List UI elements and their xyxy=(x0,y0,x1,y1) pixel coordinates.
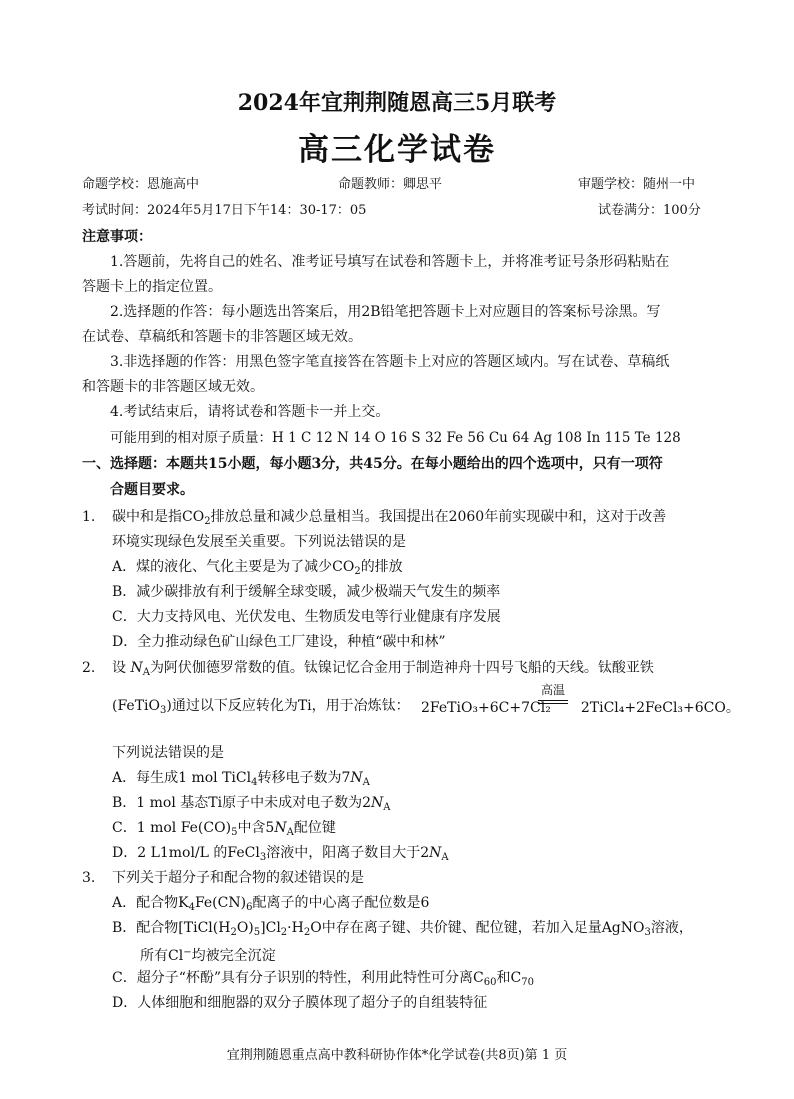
section-heading: 一、选择题：本题共15小题，每小题3分，共45分。在每小题给出的四个选项中，只有一项符 xyxy=(82,456,663,472)
reaction-equation: 2FeTiO₃+6C+7Cl₂ 2TiCl₄+2FeCl₃+6CO。 xyxy=(421,700,740,716)
proposition-school: 命题学校：恩施高中 xyxy=(82,177,200,192)
question-1-number: 1. xyxy=(82,509,96,525)
question-2-stem-cont: (FeTiO$_3$)通过以下反应转化为Ti，用于冶炼钛： xyxy=(112,698,410,716)
note-2-line-2: 在试卷、草稿纸和答题卡的非答题区域无效。 xyxy=(82,329,362,345)
question-3-option-a: A．配合物$K_4Fe(CN)_6$配离子的中心离子配位数是6 xyxy=(112,895,430,913)
note-1-line-2: 答题卡上的指定位置。 xyxy=(82,279,222,295)
note-1-line-1: 1.答题前，先将自己的姓名、准考证号填写在试卷和答题卡上，并将准考证号条形码粘贴在 xyxy=(110,254,670,270)
equation-products: 2TiCl₄+2FeCl₃+6CO xyxy=(580,700,726,716)
exam-time: 考试时间：2024年5月17日下午14：30-17：05 xyxy=(82,203,367,218)
question-2-option-a: A．每生成1 mol TiCl$_4$转移电子数为$7N_A$ xyxy=(112,770,370,788)
question-1-option-c: C．大力支持风电、光伏发电、生物质发电等行业健康有序发展 xyxy=(112,609,501,625)
note-2-line-1: 2.选择题的作答：每小题选出答案后，用2B铅笔把答题卡上对应题目的答案标号涂黑。写 xyxy=(110,304,661,320)
question-2-prompt: 下列说法错误的是 xyxy=(112,745,224,761)
reaction-condition: 高温 xyxy=(540,683,565,697)
page-footer: 宜荆荆随恩重点高中教科研协作体*化学试卷(共8页)第 1 页 xyxy=(226,1048,568,1063)
question-3-stem: 下列关于超分子和配合物的叙述错误的是 xyxy=(112,870,364,886)
question-1-option-b: B．减少碳排放有利于缓解全球变暖，减少极端天气发生的频率 xyxy=(112,584,501,600)
question-3-option-d: D．人体细胞和细胞器的双分子膜体现了超分子的自组装特征 xyxy=(112,995,488,1011)
question-2-option-b: B．1 mol 基态Ti原子中未成对电子数为$2N_A$ xyxy=(112,795,391,813)
question-3-number: 3. xyxy=(82,870,96,886)
full-score: 试卷满分：100分 xyxy=(598,203,701,218)
reaction-arrow-line-2 xyxy=(538,703,568,704)
question-1-stem: 碳中和是指$CO_2$排放总量和减少总量相当。我国提出在2060年前实现碳中和，这对于改善 xyxy=(112,509,667,527)
question-2-number: 2. xyxy=(82,660,96,676)
question-1-stem-cont: 环境实现绿色发展至关重要。下列说法错误的是 xyxy=(112,534,406,550)
proposition-teacher: 命题教师：卿思平 xyxy=(338,177,443,192)
notes-heading: 注意事项： xyxy=(82,229,152,245)
atomic-mass-list: 可能用到的相对原子质量：H 1 C 12 N 14 O 16 S 32 Fe 56 Cu 64 Ag 108 In 115 Te 128 xyxy=(110,430,681,446)
exam-title: 2024年宜荆荆随恩高三5月联考 xyxy=(237,90,557,116)
question-1-option-d: D．全力推动绿色矿山绿色工厂建设，种植“碳中和林” xyxy=(112,634,446,650)
equation-reactants: 2FeTiO₃+6C+7Cl₂ xyxy=(421,700,551,716)
question-2-stem: 设 $N_A$为阿伏伽德罗常数的值。钛镍记忆合金用于制造神舟十四号飞船的天线。钛酸亚铁 xyxy=(112,660,654,678)
question-1-option-a: A．煤的液化、气化主要是为了减少$CO_2$的排放 xyxy=(112,559,403,577)
question-3-option-b: B．配合物$[TiCl(H_2O)_5]Cl_2\cdot H_2O$中存在离子键、共价键、配位键，若加入足量AgNO$_3$溶液， xyxy=(112,920,693,938)
note-4: 4.考试结束后，请将试卷和答题卡一并上交。 xyxy=(110,404,390,420)
question-2-option-c: C．1 mol $Fe(CO)_5$中含$5N_A$配位键 xyxy=(112,820,336,838)
reaction-arrow-line xyxy=(538,700,568,701)
note-3-line-2: 和答题卡的非答题区域无效。 xyxy=(82,379,264,395)
section-heading-cont: 合题目要求。 xyxy=(110,482,194,498)
question-3-option-c: C．超分子“杯酚”具有分子识别的特性，利用此特性可分离$C_{60}$和$C_{70}$ xyxy=(112,970,534,988)
question-3-option-b-cont: 所有Cl−均被完全沉淀 xyxy=(140,947,276,964)
note-3-line-1: 3.非选择题的作答：用黑色签字笔直接答在答题卡上对应的答题区域内。写在试卷、草稿纸 xyxy=(110,354,670,370)
review-school: 审题学校：随州一中 xyxy=(578,177,696,192)
question-2-option-d: D．2 L1mol/L 的FeCl$_3$溶液中，阳离子数目大于$2N_A$ xyxy=(112,845,449,863)
exam-subtitle: 高三化学试卷 xyxy=(298,132,496,168)
